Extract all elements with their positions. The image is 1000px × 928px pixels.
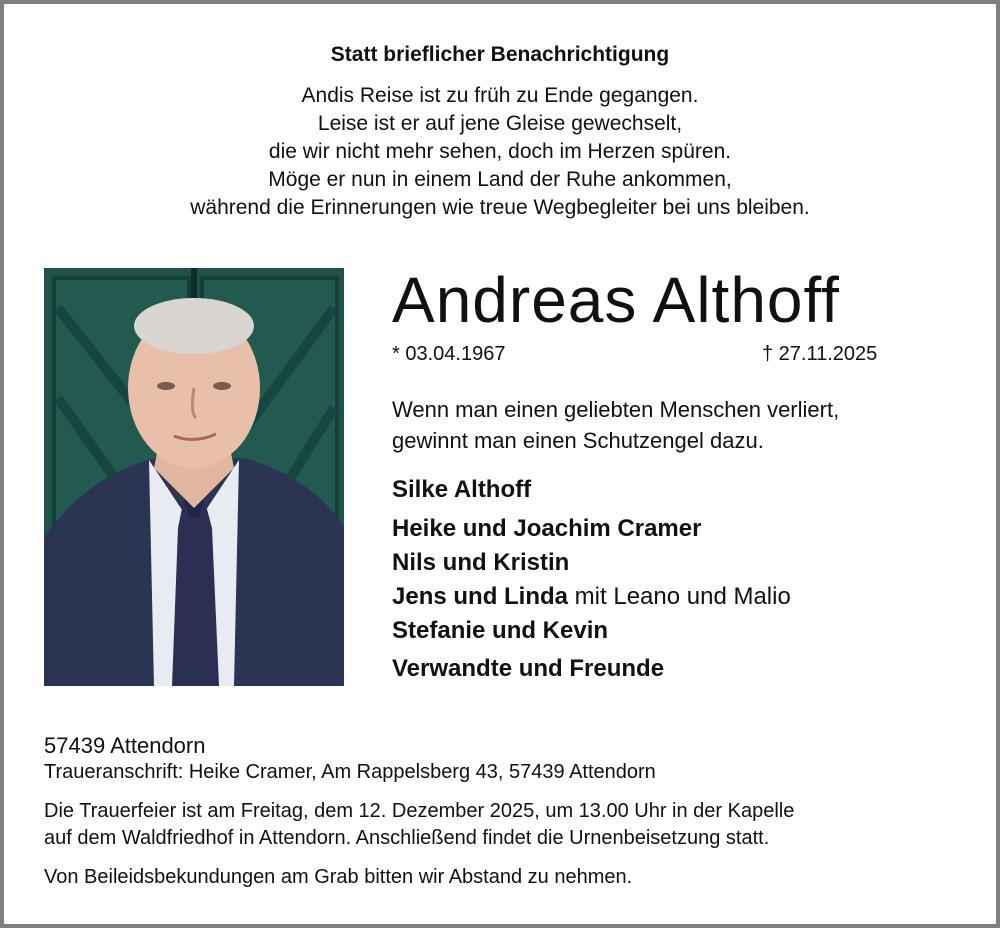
poem-line: Andis Reise ist zu früh zu Ende gegangen. [301, 84, 699, 107]
family-member [392, 580, 791, 614]
portrait-photo [44, 268, 344, 686]
poem-line: während die Erinnerungen wie treue Wegbegleiter bei uns bleiben. [190, 196, 810, 219]
notice-title: Statt brieflicher Benachrichtigung [330, 43, 670, 66]
poem [0, 82, 1000, 222]
death-date: † 27.11.2025 [762, 343, 878, 365]
poem-line: Möge er nun in einem Land der Ruhe ankommen, [268, 168, 732, 191]
family-name: Stefanie und Kevin [392, 617, 609, 644]
family-member [392, 614, 608, 648]
family-name: Nils und Kristin [392, 549, 570, 576]
place: 57439 Attendorn [44, 733, 206, 758]
family-name: Verwandte und Freunde [392, 655, 665, 682]
poem-line: Leise ist er auf jene Gleise gewechselt, [317, 112, 683, 135]
mourning-address: Traueranschrift: Heike Cramer, Am Rappelsberg 43, 57439 Attendorn [44, 761, 656, 783]
family-children: mit Leano und Malio [568, 583, 791, 610]
ceremony-line: Die Trauerfeier ist am Freitag, dem 12. Dezember 2025, um 13.00 Uhr in der Kapelle [44, 800, 795, 822]
family-name: Heike und Joachim Cramer [392, 515, 702, 542]
family-name: Jens und Linda [392, 583, 569, 610]
family-member [392, 473, 531, 507]
quote-line: Wenn man einen geliebten Menschen verliert, [392, 397, 840, 422]
family-member [392, 512, 701, 546]
family-member [392, 546, 569, 580]
header [0, 42, 1000, 222]
ceremony-line: auf dem Waldfriedhof in Attendorn. Anschließend findet die Urnenbeisetzung statt. [44, 827, 770, 849]
quote [392, 394, 839, 456]
footer [44, 732, 794, 891]
condolence-note: Von Beileidsbekundungen am Grab bitten wir Abstand zu nehmen. [44, 866, 633, 888]
deceased-name: Andreas Althoff [392, 264, 840, 336]
birth-date: * 03.04.1967 [392, 343, 506, 365]
quote-line: gewinnt man einen Schutzengel dazu. [392, 428, 764, 453]
family-name: Silke Althoff [392, 476, 532, 503]
poem-line: die wir nicht mehr sehen, doch im Herzen spüren. [268, 140, 732, 163]
family-member [392, 652, 664, 686]
